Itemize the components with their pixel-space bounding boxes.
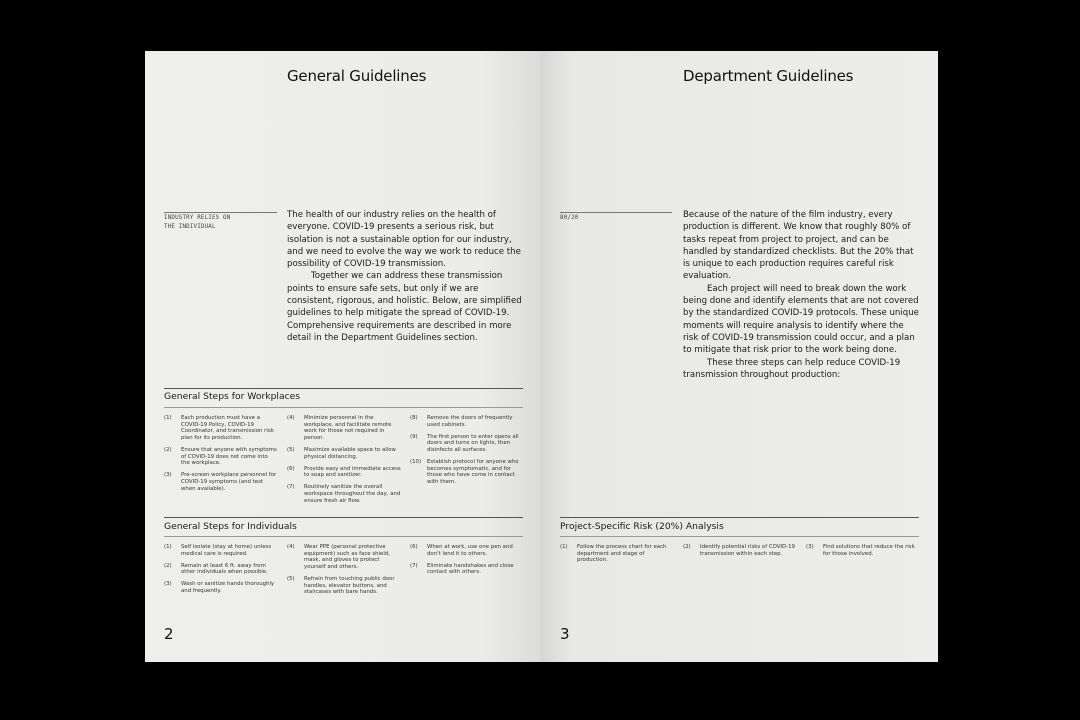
step-item: (8) Remove the doors of frequently used cabinets. xyxy=(410,415,513,428)
steps-column-1 xyxy=(164,415,277,498)
steps-column-2 xyxy=(287,415,401,509)
step-item: (5) Maximize available space to allow physical distancing. xyxy=(287,447,396,460)
steps-column-1 xyxy=(164,544,277,600)
step-item: (2) Ensure that anyone with symptoms of COVID-19 does not come into the workplace. xyxy=(164,447,277,467)
page-title: Department Guidelines xyxy=(683,67,854,85)
section-rule xyxy=(560,517,919,518)
step-item: (1) Each production must have a COVID-19 Policy, COVID-19 Coordinator, and transmission risk plan for its production. xyxy=(164,415,274,442)
paragraph: The health of our industry relies on the health of everyone. COVID-19 presents a serious risk, but isolation is not a sustainable option for our industry, and we need to evolve the way we work to reduce the possibility of COVID-19 transmission. xyxy=(287,210,521,270)
step-item: (6) When at work, use one pen and don't lend it to others. xyxy=(410,544,513,557)
intro-text xyxy=(287,209,523,344)
step-item: (4) Wear PPE (personal protective equipment) such as face shield, mask, and gloves to protect yourself and others. xyxy=(287,544,391,571)
section-rule xyxy=(164,517,523,518)
step-item: (10) Establish protocol for anyone who becomes symptomatic, and for those who have come in contact with them. xyxy=(410,458,519,485)
section-rule xyxy=(164,536,523,537)
side-label-rule xyxy=(560,212,672,213)
paragraph: Each project will need to break down the work being done and identify elements that are not covered by the standardized COVID-19 protocols. These unique moments will require analysis to identify where the risk of COVID-19 transmission could occur, and a plan to mitigate that risk prior to the work being done. xyxy=(683,283,919,356)
step-item: (3) Find solutions that reduce the risk for those involved. xyxy=(806,544,915,557)
steps-column-3 xyxy=(806,544,920,563)
section-title-risk-analysis: Project-Specific Risk (20%) Analysis xyxy=(560,521,724,532)
step-item: (9) The first person to enter opens all doors and turns on lights, then disinfects all surfaces. xyxy=(410,433,519,453)
step-item: (3) Wash or sanitize hands thoroughly and frequently. xyxy=(164,581,275,594)
step-item: (3) Pre-screen workplace personnel for COVID-19 symptoms (and test when available). xyxy=(164,472,277,492)
step-item: (5) Refrain from touching public door handles, elevator buttons, and staircases with bare hands. xyxy=(287,576,395,596)
section-rule xyxy=(560,536,919,537)
step-item: (2) Remain at least 6 ft. away from other individuals when possible. xyxy=(164,562,268,576)
steps-column-2 xyxy=(683,544,795,563)
right-page xyxy=(540,51,938,662)
step-item: (1) Self isolate (stay at home) unless medical care is required. xyxy=(164,544,272,557)
side-label-rule xyxy=(164,212,277,213)
paragraph: These three steps can help reduce COVID-19 transmission throughout production: xyxy=(683,357,901,380)
steps-column-3 xyxy=(410,544,525,581)
steps-column-3 xyxy=(410,415,525,491)
section-rule xyxy=(164,407,523,408)
step-item: (2) Identify potential risks of COVID-19 transmission within each step. xyxy=(683,544,795,557)
section-title-workplaces: General Steps for Workplaces xyxy=(164,391,301,402)
step-item: (1) Follow the process chart for each department and stage of production. xyxy=(560,544,667,564)
section-title-individuals: General Steps for Individuals xyxy=(164,521,297,532)
step-item: (6) Provide easy and immediate access to soap and sanitizer. xyxy=(287,465,401,479)
page-number: 2 xyxy=(164,625,174,643)
section-rule xyxy=(164,388,523,389)
side-label: INDUSTRY RELIES ON THE INDIVIDUAL xyxy=(164,215,231,230)
steps-column-2 xyxy=(287,544,401,601)
step-item: (7) Eliminate handshakes and close contact with others. xyxy=(410,562,514,576)
side-label: 80/20 xyxy=(560,215,579,221)
page-number: 3 xyxy=(560,625,570,643)
intro-text xyxy=(683,209,921,381)
step-item: (4) Minimize personnel in the workplace, and facilitate remote work for those not required in person. xyxy=(287,415,392,442)
paragraph: Together we can address these transmission points to ensure safe sets, but only if we are consistent, rigorous, and holistic. Below, are simplified guidelines to help mitigate the spread of COVID-19. Comprehensive requirements are described in more detail in the Department Guidelines section. xyxy=(287,271,522,343)
paragraph: Because of the nature of the film industry, every production is different. We know that roughly 80% of tasks repeat from project to project, and can be handled by standardized checklists. But the 20% that is unique to each production requires careful risk evaluation. xyxy=(683,210,914,282)
steps-column-1 xyxy=(560,544,672,569)
page-title: General Guidelines xyxy=(287,67,427,85)
step-item: (7) Routinely sanitize the overall workspace throughout the day, and ensure fresh air flow. xyxy=(287,484,401,504)
left-page xyxy=(145,51,540,662)
